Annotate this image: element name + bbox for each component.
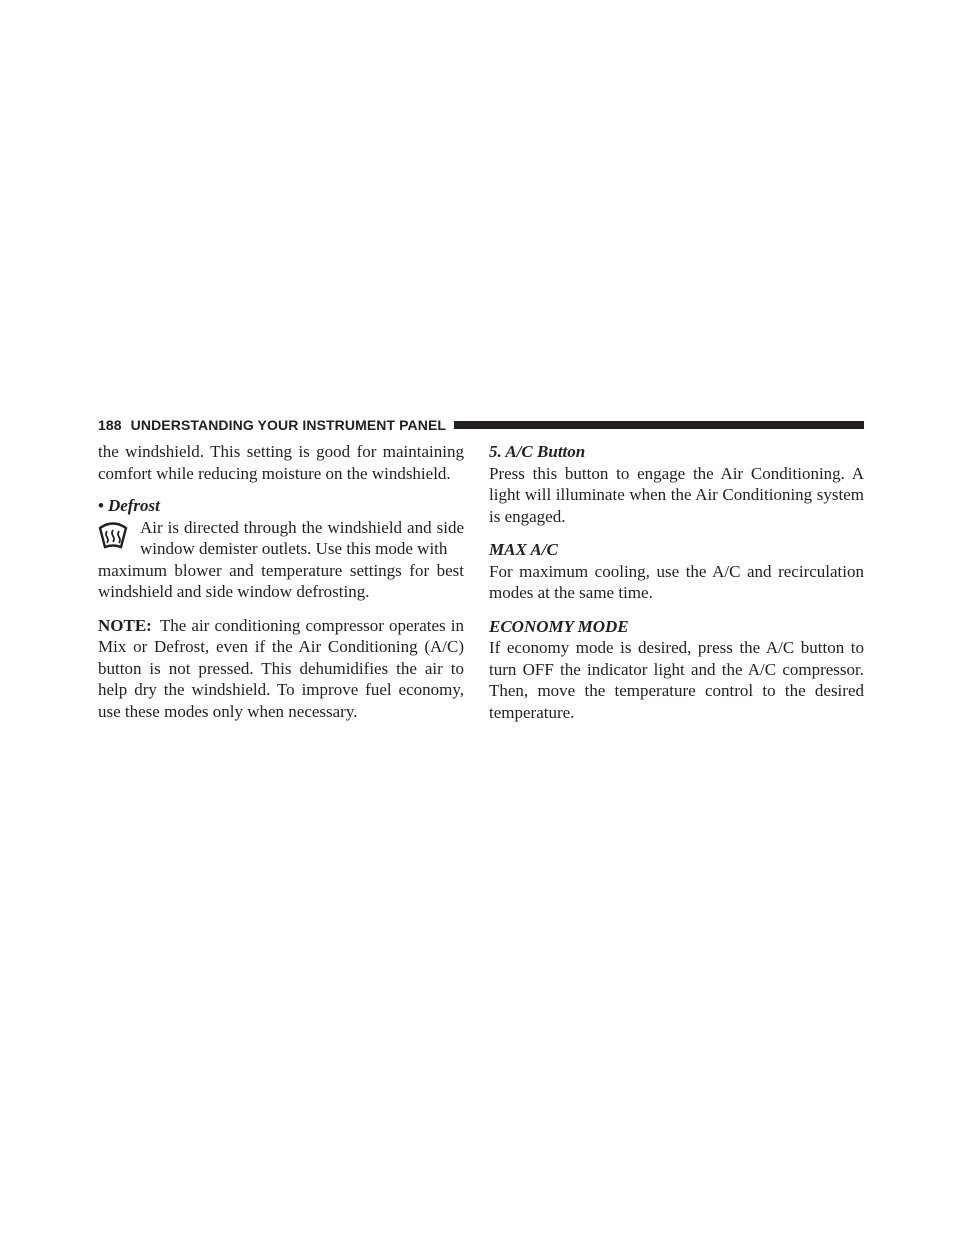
- left-column: [98, 441, 464, 722]
- ac-button-heading: 5. A/C Button: [489, 442, 586, 461]
- max-ac-heading: MAX A/C: [489, 540, 558, 559]
- max-ac-text: For maximum cooling, use the A/C and recirculation modes at the same time.: [489, 561, 864, 602]
- defrost-description: [98, 517, 464, 603]
- intro-paragraph: the windshield. This setting is good for maintaining comfort while reducing moisture on the windshield.: [98, 442, 464, 483]
- defrost-title: Defrost: [107, 496, 160, 515]
- note-label: NOTE:: [98, 615, 152, 635]
- bullet: •: [98, 496, 104, 515]
- economy-mode-heading: ECONOMY MODE: [489, 616, 629, 636]
- page-number: 188: [98, 417, 122, 433]
- note-text: The air conditioning compressor operates in Mix or Defrost, even if the Air Conditioning (A/C) button is not pressed. This dehumidifies the air to help dry the windshield. To improve fuel economy, use these modes only when necessary.: [98, 615, 464, 721]
- note-paragraph: [98, 615, 464, 723]
- defrost-lead-text: Air is directed through the windshield and side window demister outlets. Use this mode with: [140, 517, 464, 558]
- defrost-heading: [98, 495, 464, 517]
- header-rule: [454, 421, 864, 429]
- page-header: [98, 414, 864, 436]
- defrost-rest-text: maximum blower and temperature settings for best windshield and side window defrosting.: [98, 560, 464, 601]
- windshield-defrost-icon: [98, 520, 128, 550]
- ac-button-text: Press this button to engage the Air Conditioning. A light will illuminate when the Air Conditioning system is engaged.: [489, 463, 864, 526]
- economy-mode-text: If economy mode is desired, press the A/C button to turn OFF the indicator light and the A/C compressor. Then, move the temperature control to the desired temperature.: [489, 638, 864, 722]
- right-column: [489, 441, 864, 723]
- section-title: UNDERSTANDING YOUR INSTRUMENT PANEL: [130, 417, 447, 433]
